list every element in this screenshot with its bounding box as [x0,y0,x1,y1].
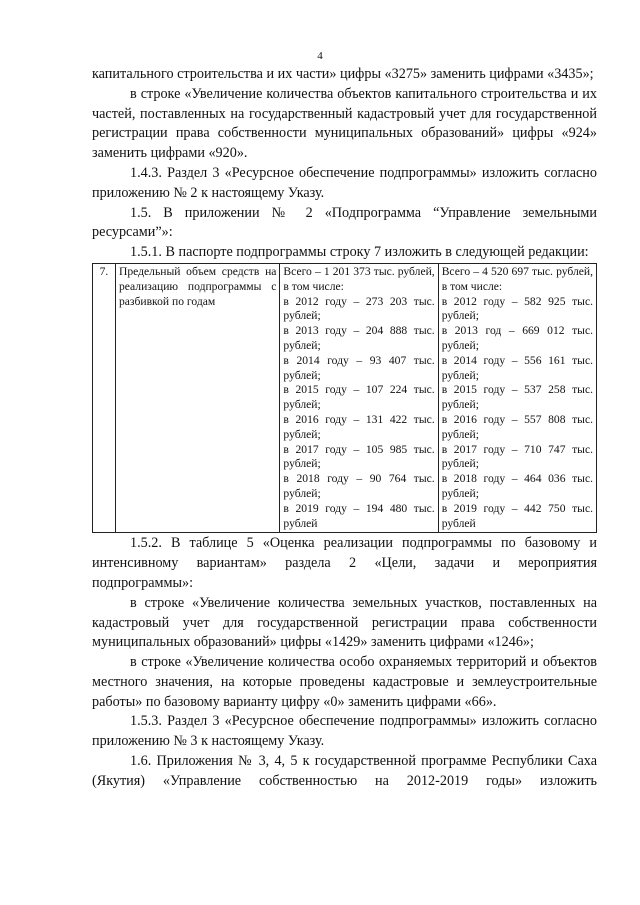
paragraph: в строке «Увеличение количества объектов капитального строительства и их частей, поставленных на государственный кадастровый учет для государственной регистрации права собственности муниципальных образований» цифры «924» заменить цифрами «920». [92,85,597,162]
row-number-cell: 7. [93,263,116,532]
paragraph: капитального строительства и их части» цифры «3275» заменить цифрами «3435»; [92,66,594,82]
funding-cell-new [438,263,596,532]
paragraph: 1.4.3. Раздел 3 «Ресурсное обеспечение подпрограммы» изложить согласно приложению № 2 к настоящему Указу. [92,164,597,201]
row-label: Предельный объем средств на реализацию подпрограммы с разбивкой по годам [118,264,277,308]
funding-line: в 2018 году – 464 036 тыс. рублей; [441,472,593,500]
funding-line: в 2017 году – 710 747 тыс. рублей; [441,442,593,471]
page-number: 4 [317,50,323,62]
funding-line: в 2014 году – 556 161 тыс. рублей; [441,353,593,382]
funding-table [92,263,597,533]
paragraph: 1.6. Приложения № 3, 4, 5 к государственной программе Республики Саха (Якутия) «Управление собственностью на 2012-2019 годы» изложить [92,753,597,789]
paragraph: 1.5.2. В таблице 5 «Оценка реализации подпрограммы по базовому и интенсивному вариантам» раздела 2 «Цели, задачи и мероприятия подпрограммы»: [92,535,597,591]
funding-line: Всего – 1 201 373 тыс. рублей, в том числе: [283,264,435,293]
funding-line: в 2012 году – 273 203 тыс. рублей; [283,294,435,323]
funding-line: в 2012 году – 582 925 тыс. рублей; [441,294,593,323]
funding-cell-old [280,263,438,532]
table-row [93,263,597,532]
funding-line: в 2015 году – 107 224 тыс. рублей; [283,383,435,412]
funding-line: в 2019 году – 442 750 тыс. рублей [441,501,593,530]
funding-line: в 2013 год – 669 012 тыс. рублей; [441,324,593,352]
funding-line: в 2019 году – 194 480 тыс. рублей [283,501,435,530]
funding-line: Всего – 4 520 697 тыс. рублей, в том числе: [441,264,593,293]
funding-line: в 2016 году – 131 422 тыс. рублей; [283,412,435,441]
funding-line: в 2015 году – 537 258 тыс. рублей; [441,383,593,412]
funding-line: в 2018 году – 90 764 тыс. рублей; [283,472,435,500]
paragraph: в строке «Увеличение количества земельных участков, поставленных на кадастровый учет для государственной регистрации права собственности муниципальных образований» цифры «1429» заменить цифрами «1246»; [92,594,597,651]
funding-line: в 2017 году – 105 985 тыс. рублей; [283,442,435,471]
funding-line: в 2014 году – 93 407 тыс. рублей; [283,353,435,382]
row-label-cell [115,263,279,532]
document-body [92,65,597,792]
paragraph: в строке «Увеличение количества особо охраняемых территорий и объектов местного значения, на которые проведены кадастровые и землеустроительные работы» по базовому варианту цифру «0» заменить цифрами «66». [92,654,597,710]
paragraph: 1.5.3. Раздел 3 «Ресурсное обеспечение подпрограммы» изложить согласно приложению № 3 к настоящему Указу. [92,713,597,750]
paragraph: 1.5.1. В паспорте подпрограммы строку 7 изложить в следующей редакции: [130,244,589,261]
funding-line: в 2016 году – 557 808 тыс. рублей; [441,412,593,441]
paragraph: 1.5. В приложении № 2 «Подпрограмма “Управление земельными ресурсами”»: [92,204,597,241]
funding-line: в 2013 году – 204 888 тыс. рублей; [283,324,435,352]
